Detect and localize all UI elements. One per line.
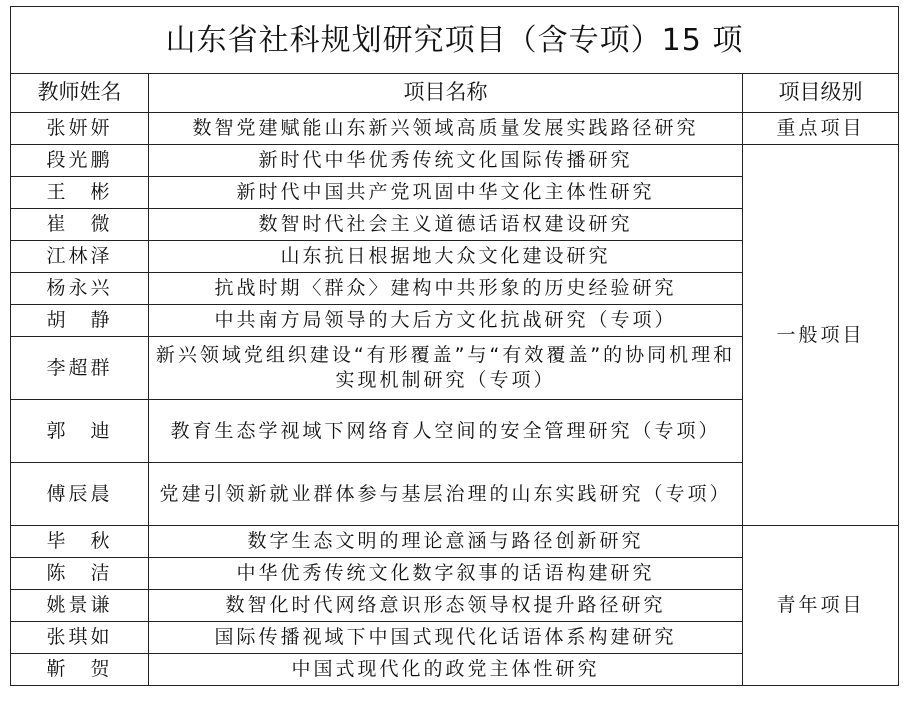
teacher-name: 李超群 xyxy=(11,337,149,400)
teacher-name: 杨永兴 xyxy=(11,273,149,305)
teacher-name: 张琪如 xyxy=(11,622,149,654)
level-general: 一般项目 xyxy=(743,145,899,526)
project-name: 新兴领域党组织建设“有形覆盖”与“有效覆盖”的协同机理和实现机制研究（专项） xyxy=(149,337,743,400)
project-name: 数智时代社会主义道德话语权建设研究 xyxy=(149,209,743,241)
teacher-name: 毕 秋 xyxy=(11,526,149,558)
table-row xyxy=(11,113,899,145)
header-project: 项目名称 xyxy=(149,74,743,113)
table-row xyxy=(11,145,899,177)
teacher-name: 胡 静 xyxy=(11,305,149,337)
project-name: 新时代中华优秀传统文化国际传播研究 xyxy=(149,145,743,177)
project-name: 数智党建赋能山东新兴领域高质量发展实践路径研究 xyxy=(149,113,743,145)
header-level: 项目级别 xyxy=(743,74,899,113)
teacher-name: 张妍妍 xyxy=(11,113,149,145)
teacher-name: 崔 微 xyxy=(11,209,149,241)
header-teacher: 教师姓名 xyxy=(11,74,149,113)
project-name: 数智化时代网络意识形态领导权提升路径研究 xyxy=(149,590,743,622)
project-name: 教育生态学视域下网络育人空间的安全管理研究（专项） xyxy=(149,400,743,463)
project-name: 中华优秀传统文化数字叙事的话语构建研究 xyxy=(149,558,743,590)
project-name: 数字生态文明的理论意涵与路径创新研究 xyxy=(149,526,743,558)
teacher-name: 傅辰晨 xyxy=(11,463,149,526)
header-row xyxy=(11,74,899,113)
table-row xyxy=(11,526,899,558)
teacher-name: 王 彬 xyxy=(11,177,149,209)
project-name: 中共南方局领导的大后方文化抗战研究（专项） xyxy=(149,305,743,337)
project-name: 新时代中国共产党巩固中华文化主体性研究 xyxy=(149,177,743,209)
teacher-name: 靳 贺 xyxy=(11,654,149,686)
table-title: 山东省社科规划研究项目（含专项）15 项 xyxy=(11,7,899,74)
teacher-name: 段光鹏 xyxy=(11,145,149,177)
project-table xyxy=(10,6,899,686)
teacher-name: 陈 洁 xyxy=(11,558,149,590)
project-name: 中国式现代化的政党主体性研究 xyxy=(149,654,743,686)
level-youth: 青年项目 xyxy=(743,526,899,686)
teacher-name: 郭 迪 xyxy=(11,400,149,463)
project-name: 抗战时期〈群众〉建构中共形象的历史经验研究 xyxy=(149,273,743,305)
teacher-name: 江林泽 xyxy=(11,241,149,273)
project-name: 国际传播视域下中国式现代化话语体系构建研究 xyxy=(149,622,743,654)
project-name: 山东抗日根据地大众文化建设研究 xyxy=(149,241,743,273)
level-key: 重点项目 xyxy=(743,113,899,145)
project-name: 党建引领新就业群体参与基层治理的山东实践研究（专项） xyxy=(149,463,743,526)
teacher-name: 姚景谦 xyxy=(11,590,149,622)
